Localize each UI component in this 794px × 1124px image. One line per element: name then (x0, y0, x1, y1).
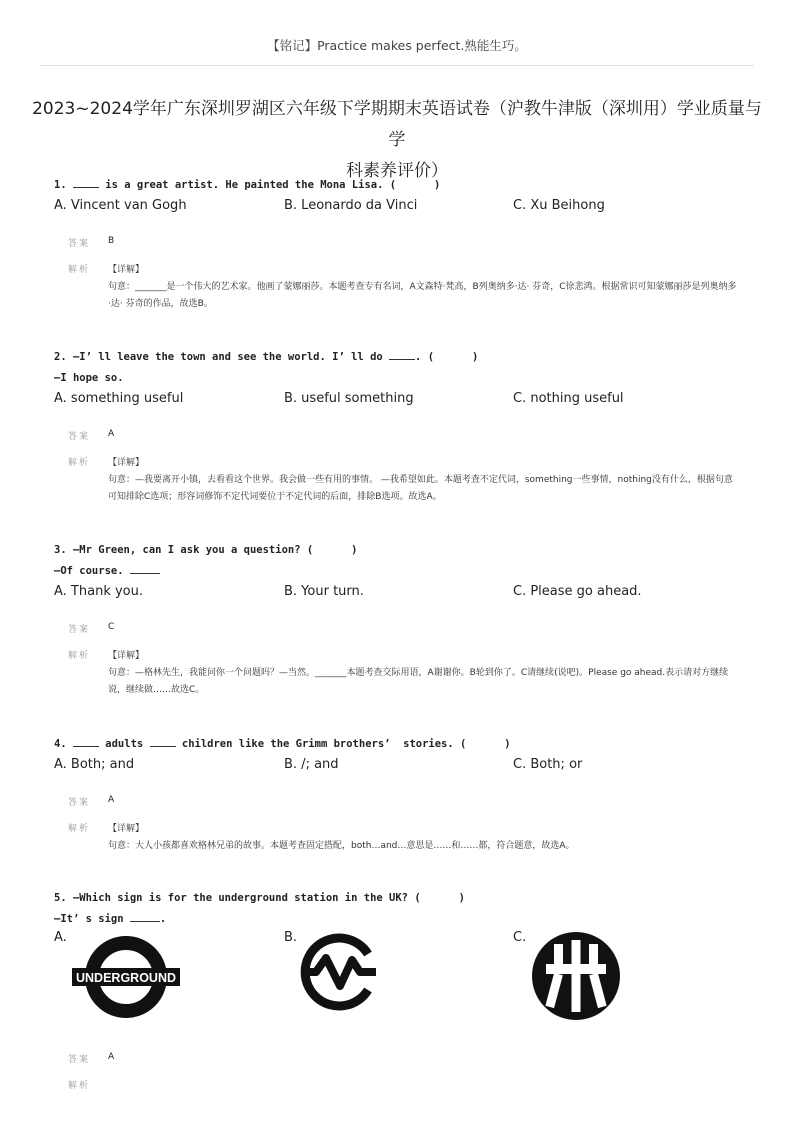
answer-value: C (108, 622, 115, 632)
analysis-label: 解析 (68, 824, 91, 834)
answer-value: A (108, 429, 115, 439)
detail-heading: 【详解】 (108, 824, 145, 834)
sign-options-row (54, 930, 754, 1030)
analysis-block (54, 455, 754, 506)
exam-title-line1: 2023~2024学年广东深圳罗湖区六年级下学期期末英语试卷（沪教牛津版（深圳用）学业质量与学 (32, 99, 762, 150)
exam-title (30, 94, 764, 187)
analysis-block (54, 262, 754, 313)
page-header-motto: 【铭记】Practice makes perfect.熟能生巧。 (267, 38, 527, 53)
answer-blank (73, 178, 99, 188)
question-stem: 2. —I’ ll leave the town and see the world. I’ ll do . ( ) (54, 351, 479, 363)
answer-row (54, 236, 754, 250)
detail-heading: 【详解】 (108, 651, 145, 661)
option-c: C. Xu Beihong (513, 198, 605, 213)
question-3 (54, 540, 754, 699)
option-b: B. Your turn. (284, 584, 364, 599)
answer-blank (389, 350, 415, 360)
answer-value: B (108, 236, 115, 246)
answer-blank (150, 737, 176, 747)
question-4 (54, 734, 754, 855)
answer-value: A (108, 1052, 115, 1062)
answer-label: 答案 (68, 798, 91, 808)
analysis-text: 句意：_______是一个伟大的艺术家。他画了蒙娜丽莎。本题考查专有名词，A文森特·梵高，B列奥纳多·达· 芬奇，C徐悲鸿。根据常识可知蒙娜丽莎是列奥纳多·达· 芬奇的作品，故选B。 (108, 282, 737, 309)
question-stem: 3. —Mr Green, can I ask you a question? ( ) (54, 544, 358, 556)
header-divider (40, 65, 754, 66)
question-reply: —Of course. (54, 561, 754, 582)
analysis-block (54, 648, 754, 699)
option-c: C. (513, 930, 527, 945)
answer-label: 答案 (68, 239, 91, 249)
options-row (54, 584, 754, 606)
analysis-block (54, 821, 754, 855)
answer-row (54, 622, 754, 636)
answer-row (54, 429, 754, 443)
analysis-text: 句意：—格林先生，我能问你一个问题吗？—当然。_______本题考查交际用语，A谢谢你。B轮到你了。C请继续(说吧)。Please go ahead.表示请对方继续说，继续做……故选C。 (108, 668, 729, 695)
answer-label: 答案 (68, 1055, 91, 1065)
analysis-label: 解析 (68, 458, 91, 468)
option-b: B. /; and (284, 757, 339, 772)
analysis-label: 解析 (68, 1081, 91, 1091)
option-c: C. nothing useful (513, 391, 624, 406)
option-b: B. (284, 930, 298, 945)
analysis-label: 解析 (68, 651, 91, 661)
question-reply: —I hope so. (54, 372, 124, 384)
question-5 (54, 888, 754, 1091)
question-stem: 1. is a great artist. He painted the Mona Lisa. ( ) (54, 179, 441, 191)
option-c: C. Please go ahead. (513, 584, 642, 599)
option-b: B. useful something (284, 391, 414, 406)
analysis-text: 句意：大人小孩都喜欢格林兄弟的故事。本题考查固定搭配，both…and…意思是……和……都，符合题意，故选A。 (108, 841, 575, 851)
option-c: C. Both; or (513, 757, 583, 772)
option-a: A. Vincent van Gogh (54, 198, 187, 213)
shenzhen-metro-logo-icon (530, 930, 622, 1022)
option-b: B. Leonardo da Vinci (284, 198, 418, 213)
answer-blank (73, 737, 99, 747)
answer-row (54, 1052, 754, 1066)
answer-row (54, 795, 754, 809)
options-row (54, 198, 754, 220)
underground-sign-text: UNDERGROUND (76, 971, 176, 985)
question-reply: —It’ s sign . (54, 913, 167, 925)
question-stem: 5. —Which sign is for the underground station in the UK? ( ) (54, 892, 465, 904)
options-row (54, 391, 754, 413)
option-a: A. Thank you. (54, 584, 143, 599)
question-2 (54, 347, 754, 506)
london-underground-roundel-icon (70, 934, 182, 1020)
answer-blank (130, 564, 160, 574)
answer-value: A (108, 795, 115, 805)
analysis-label: 解析 (68, 265, 91, 275)
option-a: A. (54, 930, 67, 945)
shanghai-metro-logo-icon (296, 930, 380, 1014)
answer-blank (130, 912, 160, 922)
option-a: A. something useful (54, 391, 184, 406)
question-1 (54, 175, 754, 313)
analysis-text: 句意：—我要离开小镇，去看看这个世界。我会做一些有用的事情。 —我希望如此。本题考查不定代词，something一些事情，nothing没有什么，根据句意可知排除C选项；形容词修饰不定代词要位于不定代词的后面，排除B选项。故选A。 (108, 475, 733, 502)
exam-title-line2: 科素养评价） (346, 161, 448, 181)
option-a: A. Both; and (54, 757, 135, 772)
detail-heading: 【详解】 (108, 265, 145, 275)
question-stem: 4. adults children like the Grimm brothers’ stories. ( ) (54, 738, 511, 750)
answer-label: 答案 (68, 432, 91, 442)
answer-label: 答案 (68, 625, 91, 635)
options-row (54, 757, 754, 779)
detail-heading: 【详解】 (108, 458, 145, 468)
